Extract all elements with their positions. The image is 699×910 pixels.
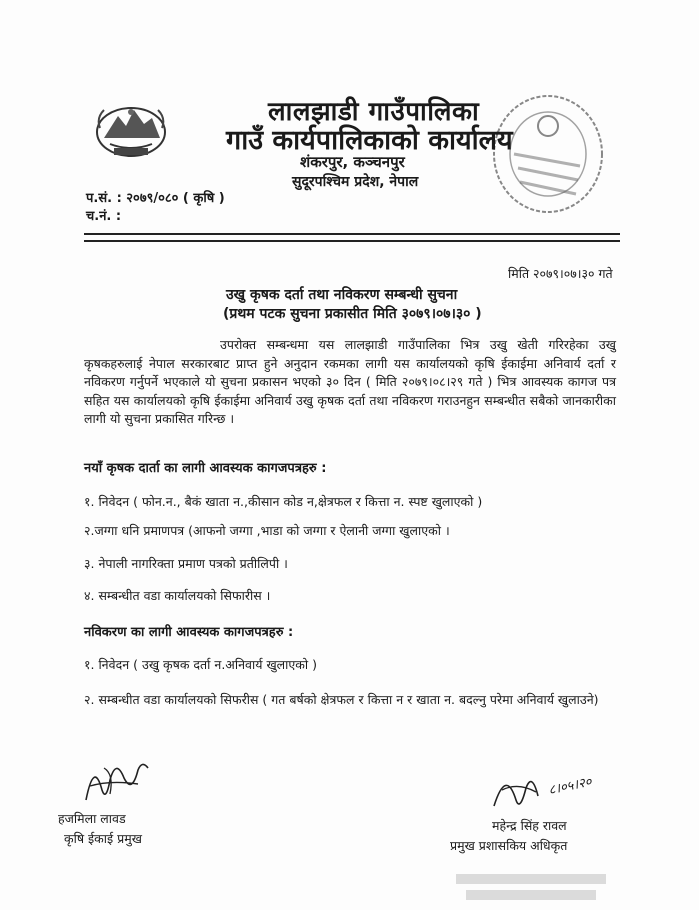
right-signatory-title: प्रमुख प्रशासकिय अधिकृत	[450, 838, 568, 853]
list-item: २.जग्गा धनि प्रमाणपत्र (आफनो जग्गा ,भाडा को जग्गा र ऐलानी जग्गा खुलाएको ।	[84, 523, 450, 538]
faded-stamp-icon	[452, 872, 612, 904]
header-rule	[84, 233, 620, 235]
signature-left-icon	[80, 750, 160, 810]
notice-date: मिति २०७९।०७।३० गते	[508, 266, 613, 281]
header-rule-2	[84, 240, 620, 242]
right-signatory-name: महेन्द्र सिंह रावल	[492, 818, 567, 833]
municipality-name: लालझाडी गाउँपालिका	[268, 97, 480, 127]
notice-subtitle: (प्रथम पटक सुचना प्रकासीत मिति ३०७९।०७।३० )	[223, 306, 482, 322]
nepal-emblem-icon	[92, 98, 170, 160]
province-line: सुदूरपश्चिम प्रदेश, नेपाल	[292, 174, 419, 190]
reference-number: प.सं. : २०७९/०८० ( कृषि )	[86, 191, 225, 206]
dispatch-number: च.नं. :	[86, 209, 122, 224]
left-signatory-name: हजमिला लावड	[58, 811, 126, 826]
notice-body: उपरोक्त सम्बन्धमा यस लालझाडी गाउँपालिका भित्र उखु खेती गरिरहेका उखु कृषकहरुलाई नेपाल सरकारबाट प्राप्त हुने अनुदान रकमका लागी यस कार्यालयको कृषि ईकाईमा अनिवार्य दर्ता र नविकरण गर्नुपर्ने भएकाले यो सुचना प्रकासन भएको ३० दिन ( मिति २०७९।०८।२९ गते ) भित्र आवस्यक कागज पत्र सहित यस कार्यालयको कृषि ईकाईमा अनिवार्य उखु कृषक दर्ता तथा नविकरण गराउनहुन सम्बन्धीत सबैको जानकारीका लागी यो सुचना प्रकासित गरिन्छ ।	[84, 337, 616, 426]
notice-title: उखु कृषक दर्ता तथा नविकरण सम्बन्धी सुचना	[226, 287, 458, 303]
signature-date: ८।०५।२०	[547, 774, 594, 799]
left-signatory-title: कृषि ईकाई प्रमुख	[64, 831, 142, 846]
list-item: १. निवेदन ( उखु कृषक दर्ता न.अनिवार्य खुलाएको )	[84, 657, 317, 672]
list-item: ३. नेपाली नागरिक्ता प्रमाण पत्रको प्रतीलिपी ।	[84, 556, 288, 571]
signature-right-icon	[488, 762, 598, 824]
office-name: गाउँ कार्यपालिकाको कार्यालय	[226, 125, 513, 156]
address-line: शंकरपुर, कञ्चनपुर	[300, 153, 405, 171]
list-item: १. निवेदन ( फोन.न., बैकं खाता न.,कीसान कोड न,क्षेत्रफल र कित्ता न. स्पष्ट खुलाएको )	[84, 494, 483, 509]
list-item: २. सम्बन्धीत वडा कार्यालयको सिफरीस ( गत बर्षको क्षेत्रफल र कित्ता न र खाता न. बदल्नु परेमा अनिवार्य खुलाउने)	[84, 692, 599, 707]
new-registration-heading: नयाँ कृषक दार्ता का लागी आवस्यक कागजपत्रहरु :	[84, 461, 327, 476]
renewal-heading: नविकरण का लागी आवस्यक कागजपत्रहरु :	[84, 625, 294, 640]
list-item: ४. सम्बन्धीत वडा कार्यालयको सिफारीस ।	[84, 588, 271, 603]
